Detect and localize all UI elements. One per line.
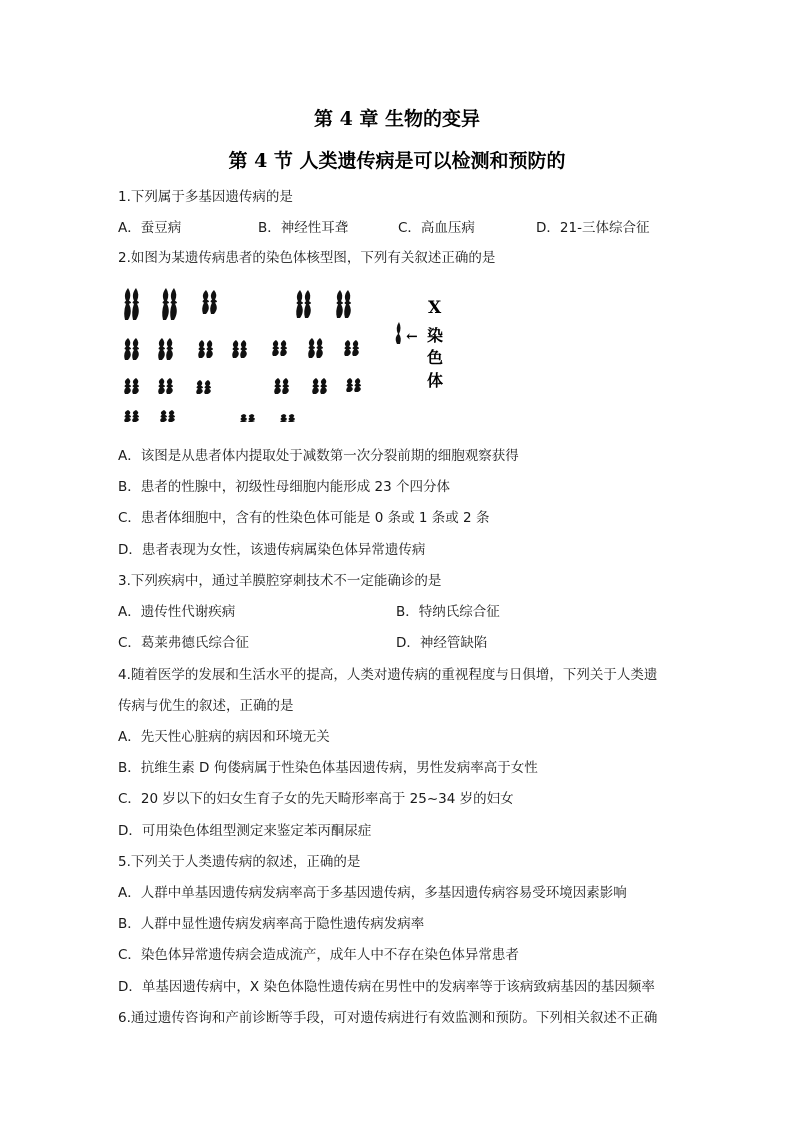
x-char-2: 色 [427, 348, 444, 367]
chromosome-pair [296, 290, 311, 318]
chromosome [202, 290, 209, 314]
chromosome-pair [124, 378, 139, 394]
chromosome [124, 338, 131, 360]
chromosome [170, 288, 177, 320]
chromosome-pair [274, 378, 289, 394]
chromosome [352, 340, 359, 356]
chromosome [124, 410, 131, 422]
q5-option-d: D．单基因遗传病中，X 染色体隐性遗传病在男性中的发病率等于该病致病基因的基因频率 [118, 979, 655, 995]
chromosome-pair [124, 410, 139, 422]
chromosome [240, 414, 247, 422]
chromosome [132, 338, 139, 360]
chromosome [232, 340, 239, 358]
q4-option-d: D．可用染色体组型测定来鉴定苯丙酮尿症 [118, 823, 372, 839]
chromosome [272, 340, 279, 356]
q1-option-c: C．高血压病 [398, 220, 475, 236]
chromosome [280, 340, 287, 356]
q5-stem: 5.下列关于人类遗传病的叙述，正确的是 [118, 854, 361, 870]
q1-option-a: A．蚕豆病 [118, 220, 182, 236]
q4-option-b: B．抗维生素 D 佝偻病属于性染色体基因遗传病，男性发病率高于女性 [118, 760, 538, 776]
x-char-3: 体 [427, 371, 444, 390]
chromosome [158, 338, 165, 360]
chromosome [160, 410, 167, 422]
chromosome [274, 378, 281, 394]
q1-option-d: D．21-三体综合征 [536, 220, 650, 236]
q5-option-a: A．人群中单基因遗传病发病率高于多基因遗传病，多基因遗传病容易受环境因素影响 [118, 885, 627, 901]
karyotype-figure [118, 280, 458, 430]
chromosome [296, 290, 303, 318]
chromosome [316, 338, 323, 358]
q5-option-b: B．人群中显性遗传病发病率高于隐性遗传病发病率 [118, 916, 425, 932]
chromosome [344, 340, 351, 356]
chromosome-pair [312, 378, 327, 394]
chromosome [336, 290, 343, 318]
chromosome-pair [336, 290, 351, 318]
q2-option-c: C．患者体细胞中，含有的性染色体可能是 0 条或 1 条或 2 条 [118, 510, 490, 526]
section-title: 第 4 节 人类遗传病是可以检测和预防的 [228, 150, 566, 172]
chromosome-pair [162, 288, 177, 320]
chromosome-pair [196, 380, 211, 394]
chromosome [248, 414, 255, 422]
q2-stem: 2.如图为某遗传病患者的染色体核型图，下列有关叙述正确的是 [118, 250, 496, 266]
chromosome [124, 288, 131, 320]
x-label: X [428, 298, 442, 318]
chromosome-pair [346, 378, 361, 392]
arrow-icon: ← [406, 329, 418, 345]
chromosome-pair [308, 338, 323, 358]
q3-option-a: A．遗传性代谢疾病 [118, 604, 236, 620]
chromosome-pair [160, 410, 175, 422]
chromosome [282, 378, 289, 394]
chromosome [158, 378, 165, 394]
chromosome [288, 414, 295, 422]
chromosome-pair [202, 290, 217, 314]
chromosome-pair [344, 340, 359, 356]
chromosome [166, 378, 173, 394]
q3-option-d: D．神经管缺陷 [396, 635, 488, 651]
chromosome [312, 378, 319, 394]
chromosome [344, 290, 351, 318]
chromosome [132, 410, 139, 422]
karyotype-image [118, 280, 458, 430]
q4-option-c: C．20 岁以下的妇女生育子女的先天畸形率高于 25~34 岁的妇女 [118, 791, 514, 807]
x-chromosome-marker [396, 298, 443, 390]
chromosome [210, 290, 217, 314]
chromosome-set [124, 288, 361, 422]
q5-option-c: C．染色体异常遗传病会造成流产，成年人中不存在染色体异常患者 [118, 947, 519, 963]
chromosome [168, 410, 175, 422]
q1-option-b: B．神经性耳聋 [258, 220, 349, 236]
chromosome [162, 288, 169, 320]
chromosome-pair [272, 340, 287, 356]
chromosome-pair [198, 340, 213, 358]
q3-option-b: B．特纳氏综合征 [396, 604, 500, 620]
chapter-title: 第 4 章 生物的变异 [313, 108, 481, 130]
chromosome [124, 378, 131, 394]
chromosome-pair [124, 288, 139, 320]
chromosome-pair [280, 414, 295, 422]
chromosome [354, 378, 361, 392]
q4-stem-line-2: 传病与优生的叙述，正确的是 [118, 698, 294, 714]
chromosome [280, 414, 287, 422]
chromosome [166, 338, 173, 360]
q4-option-a: A．先天性心脏病的病因和环境无关 [118, 729, 330, 745]
chromosome [320, 378, 327, 394]
q2-option-b: B．患者的性腺中，初级性母细胞内能形成 23 个四分体 [118, 479, 451, 495]
chromosome-pair [158, 378, 173, 394]
q3-stem: 3.下列疾病中，通过羊膜腔穿刺技术不一定能确诊的是 [118, 573, 442, 589]
chromosome [304, 290, 311, 318]
chromosome [204, 380, 211, 394]
chromosome [240, 340, 247, 358]
chromosome [196, 380, 203, 394]
chromosome [132, 288, 139, 320]
chromosome [206, 340, 213, 358]
chromosome-pair [158, 338, 173, 360]
q2-option-a: A．该图是从患者体内提取处于减数第一次分裂前期的细胞观察获得 [118, 448, 519, 464]
chromosome [346, 378, 353, 392]
chromosome [132, 378, 139, 394]
q2-option-d: D．患者表现为女性，该遗传病属染色体异常遗传病 [118, 542, 426, 558]
x-chromosome-icon [396, 322, 401, 344]
q4-stem-line-1: 4.随着医学的发展和生活水平的提高，人类对遗传病的重视程度与日俱增，下列关于人类遗 [118, 667, 658, 683]
q1-stem: 1.下列属于多基因遗传病的是 [118, 189, 293, 205]
chromosome-pair [240, 414, 255, 422]
chromosome-pair [124, 338, 139, 360]
chromosome-pair [232, 340, 247, 358]
q6-stem: 6.通过遗传咨询和产前诊断等手段，可对遗传病进行有效监测和预防。下列相关叙述不正确 [118, 1010, 658, 1026]
chromosome [308, 338, 315, 358]
x-char-1: 染 [427, 326, 444, 345]
q3-option-c: C．葛莱弗德氏综合征 [118, 635, 249, 651]
chromosome [198, 340, 205, 358]
